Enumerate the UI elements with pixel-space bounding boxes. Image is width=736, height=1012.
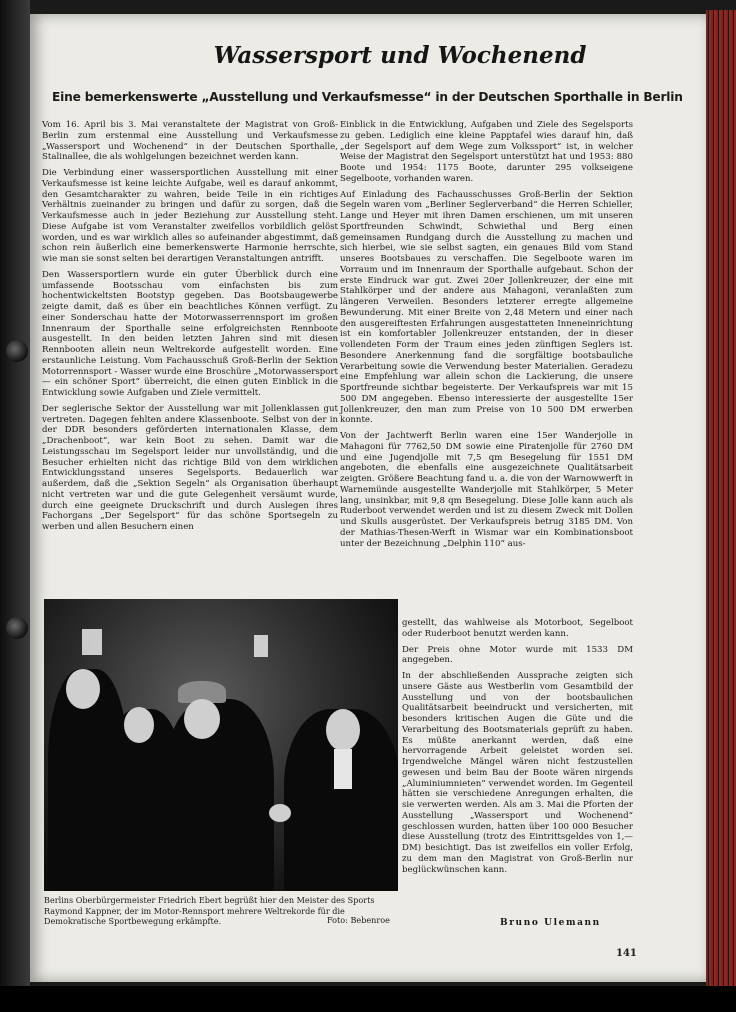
left-column xyxy=(42,120,338,538)
binder-spine xyxy=(0,0,30,1012)
paragraph: Auf Einladung des Fachausschusses Groß-Berlin der Sektion Segeln waren vom „Berliner Seglerverband“ die Herren Schieller, Lange und Heyer mit ihren Damen erschienen, um mit unseren Sportfreunden Schwindt, Schwiethal und Berg einen gemeinsamen Rundgang durch die Ausstellung zu machen und sich hierbei, wie sie selbst sagten, ein genaues Bild vom Stand unseres Bootsbaues zu verschaffen. Die Segelboote waren im Vorraum und im Innenraum der Sporthalle aufgebaut. Schon der erste Eindruck war gut. Zwei 20er Jollenkreuzer, der eine mit Stahlkörper und der andere aus Mahagoni, veranlaßten zum längeren Verweilen. Besonders letzterer erregte allgemeine Bewunderung. Mit einer Breite von 2,48 Metern und einer nach den ausgereiftesten Erfahrungen ausgestatteten Inneneinrichtung ist ein komfortabler Jollenkreuzer entstanden, der in dieser vollendeten Form der Traum eines jeden zünftigen Seglers ist. Besondere Anerkennung fand die sorgfältige bootsbauliche Verarbeitung sowie die Verwendung bester Materialien. Geradezu eine Empfehlung war allein schon die Lackierung, die unsere Sportfreunde sichtbar begeisterte. Der Verkaufspreis war mit 15 500 DM angegeben. Ebenso interessierte der ausgestellte 15er Jollenkreuzer, den man zum Preise von 10 500 DM erwerben konnte. xyxy=(340,189,633,426)
paragraph: In der abschließenden Aussprache zeigten sich unsere Gäste aus Westberlin vom Gesamtbild der Ausstellung und von der bootsbaulichen Qualitätsarbeit beeindruckt und versicherten, mit besonders kritischen Augen die Güte und die Verarbeitung des Bootsmaterials geprüft zu haben. Es müßte anerkannt werden, daß eine hervorragende Arbeit geleistet worden sei. Irgendwelche Mängel wären nicht festzustellen gewesen und beim Bau der Boote wären nirgends „Aluminiumnieten“ verwendet worden. Im Gegenteil hätten sie verschiedene Anregungen erhalten, die sie verwerten werden. Als am 3. Mai die Pforten der Ausstellung „Wassersport und Wochenend“ geschlossen wurden, hatten über 100 000 Besucher diese Ausstellung (trotz des Eintrittsgeldes von 1,— DM) besichtigt. Das ist zweifellos ein voller Erfolg, zu dem man den Magistrat von Groß-Berlin nur beglückwünschen kann. xyxy=(402,671,633,875)
person-figure xyxy=(164,699,274,891)
paragraph: Der Preis ohne Motor wurde mit 1533 DM angegeben. xyxy=(402,644,633,666)
article-photo xyxy=(44,599,398,891)
page-edges xyxy=(706,10,736,986)
ceiling-lamp xyxy=(82,629,102,655)
photo-credit: Foto: Bebenroe xyxy=(327,915,390,925)
scan-bottom-edge xyxy=(0,986,736,1012)
right-column xyxy=(340,120,633,554)
shirt-collar xyxy=(334,749,352,789)
handshake xyxy=(269,804,291,822)
article-title: Wassersport und Wochenend xyxy=(213,42,587,69)
paragraph: Einblick in die Entwicklung, Aufgaben und Ziele des Segelsports zu geben. Lediglich eine kleine Papptafel wies darauf hin, daß „der Segelsport auf dem Wege zum Volkssport“ ist, in welcher Weise der Magistrat den Segelsport unterstützt hat und 1953: 880 Boote und 1954: 1175 Boote, darunter 295 volkseigene Segelboote, vorhanden waren. xyxy=(340,120,633,184)
person-face xyxy=(184,699,220,739)
paragraph: Die Verbindung einer wassersportlichen Ausstellung mit einer Verkaufsmesse ist keine leichte Aufgabe, weil es darauf ankommt, den Gesamtcharakter zu wahren, beide Teile in ein richtiges Verhältnis zueinander zu bringen und dafür zu sorgen, daß die Verkaufsmesse auch in jeder Beziehung zur Ausstellung steht. Diese Aufgabe ist vom Veranstalter zweifellos vorbildlich gelöst worden, und es war wirklich alles so aufeinander abgestimmt, daß schon rein äußerlich eine bemerkenswerte Harmonie herrschte, wie man sie sonst selten bei derartigen Veranstaltungen antrifft. xyxy=(42,168,338,264)
article-subtitle: Eine bemerkenswerte „Ausstellung und Verkaufsmesse“ in der Deutschen Sporthalle in Berlin xyxy=(52,90,683,104)
paragraph: gestellt, das wahlweise als Motorboot, Segelboot oder Ruderboot benutzt werden kann. xyxy=(402,618,633,639)
article-author: Bruno Ulemann xyxy=(500,918,601,928)
page-number: 141 xyxy=(616,948,637,959)
paragraph: Vom 16. April bis 3. Mai veranstaltete der Magistrat von Groß-Berlin zum erstenmal eine Ausstellung und Verkaufsmesse „Wassersport und Wochenend“ in der Deutschen Sporthalle, Stalinallee, die als wohlgelungen bezeichnet werden kann. xyxy=(42,120,338,163)
binder-ring xyxy=(6,617,28,639)
binder-ring xyxy=(6,340,28,362)
paragraph: Von der Jachtwerft Berlin waren eine 15er Wanderjolle in Mahagoni für 7762,50 DM sowie eine Piratenjolle für 2760 DM und eine Jugendjolle mit 7,5 qm Besegelung für 1551 DM angeboten, die ebenfalls eine ausgezeichnete Qualitätsarbeit zeigten. Größere Beachtung fand u. a. die von der Warnowwerft in Warnemünde ausgestellte Wanderjolle mit Stahlkörper, 5 Meter lang, unsinkbar, mit 9,8 qm Besegelung. Diese Jolle kann auch als Ruderboot verwendet werden und ist zu diesem Zweck mit Dollen und Skulls ausgerüstet. Der Verkaufspreis betrug 3185 DM. Von der Mathias-Thesen-Werft in Wismar war ein Kombinationsboot unter der Bezeichnung „Delphin 110“ aus- xyxy=(340,431,633,549)
person-face xyxy=(124,707,154,743)
person-face xyxy=(66,669,100,709)
narrow-column xyxy=(402,618,633,880)
magazine-page xyxy=(30,14,706,982)
paragraph: Der seglerische Sektor der Ausstellung war mit Jollenklassen gut vertreten. Dagegen fehlten andere Klassenboote. Selbst von der in der DDR besonders geförderten internationalen Klasse, dem „Drachenboot“, war kein Boot zu sehen. Damit war die Leistungsschau im Segelsport leider nur unvollständig, und die Besucher erhielten nicht das richtige Bild von dem wirklichen Entwicklungsstand unseres Segelsports. Bedauerlich war außerdem, daß die „Sektion Segeln“ als Organisation überhaupt nicht vertreten war und die gute Gelegenheit versäumt wurde, durch eine geeignete Druckschrift und durch Auslegen ihres Fachorgans „Der Segelsport“ für das schöne Sportsegeln zu werben und allen Besuchern einen xyxy=(42,403,338,532)
photo-caption: Berlins Oberbürgermeister Friedrich Ebert begrüßt hier den Meister des Sports Raymond Kappner, der im Motor-Rennsport mehrere Weltrekorde für die Demokratische Sportbewegung erkämpfte. xyxy=(44,895,375,926)
ceiling-lamp xyxy=(254,635,268,657)
paragraph: Den Wassersportlern wurde ein guter Überblick durch eine umfassende Bootsschau vom einfachsten bis zum hochentwickeltsten Bootstyp gegeben. Das Bootsbaugewerbe zeigte damit, daß es über ein beachtliches Können verfügt. Zu einer Sonderschau hatte der Motorwasserrennsport im großen Innenraum der Sporthalle seine erfolgreichsten Rennboote ausgestellt. In den beiden letzten Jahren sind mit diesen Rennbooten allein neun Weltrekorde aufgestellt worden. Eine erstaunliche Leistung. Vom Fachausschuß Groß-Berlin der Sektion Motorrennsport - Wasser wurde eine Broschüre „Motorwassersport — ein schöner Sport“ überreicht, die einen guten Einblick in die Entwicklung sowie Aufgaben und Ziele vermittelt. xyxy=(42,269,338,398)
person-face xyxy=(326,709,360,751)
